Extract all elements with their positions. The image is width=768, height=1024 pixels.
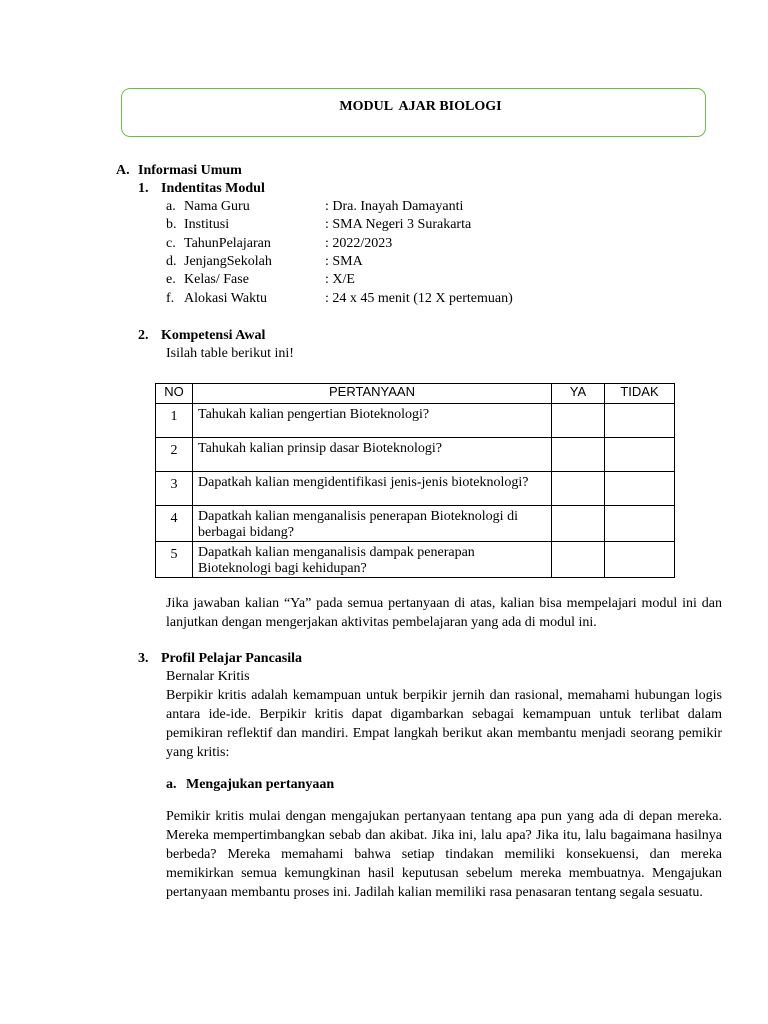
header-ya: YA	[552, 384, 605, 404]
answer-ya-cell[interactable]	[552, 472, 605, 506]
identity-letter: e.	[166, 272, 176, 287]
row-question: Dapatkah kalian menganalisis dampak penerapan Bioteknologi bagi kehidupan?	[193, 542, 552, 578]
table-header-row	[156, 384, 675, 404]
header-tidak: TIDAK	[605, 384, 675, 404]
sub-a-heading: Mengajukan pertanyaan	[186, 777, 335, 792]
table-row	[156, 506, 675, 542]
row-no: 4	[156, 506, 193, 542]
module-title-box	[121, 88, 706, 137]
identity-value: : SMA	[325, 254, 363, 269]
identity-label: JenjangSekolah	[184, 254, 272, 269]
identity-label: Institusi	[184, 217, 230, 232]
identity-letter: d.	[166, 254, 177, 269]
identity-row-alokasi-waktu	[166, 290, 586, 308]
row-no: 3	[156, 472, 193, 506]
identity-letter: a.	[166, 199, 176, 214]
section-a-heading: Informasi Umum	[138, 163, 242, 178]
row-question: Tahukah kalian pengertian Bioteknologi?	[193, 404, 552, 438]
identity-letter: b.	[166, 217, 177, 232]
identity-label: Kelas/ Fase	[184, 272, 249, 287]
identity-value: : 2022/2023	[325, 236, 393, 251]
table-row	[156, 472, 675, 506]
answer-ya-cell[interactable]	[552, 506, 605, 542]
table-row	[156, 404, 675, 438]
answer-ya-cell[interactable]	[552, 404, 605, 438]
item1-marker: 1.	[138, 181, 149, 196]
table-row	[156, 438, 675, 472]
answer-tidak-cell[interactable]	[605, 404, 675, 438]
answer-ya-cell[interactable]	[552, 438, 605, 472]
header-no: NO	[156, 384, 193, 404]
identity-letter: f.	[166, 291, 175, 306]
answer-ya-cell[interactable]	[552, 542, 605, 578]
identity-row-kelas-fase	[166, 271, 586, 289]
identity-row-jenjang-sekolah	[166, 253, 586, 271]
sub-a-marker: a.	[166, 777, 177, 792]
identity-value: : Dra. Inayah Damayanti	[325, 199, 464, 214]
item3-marker: 3.	[138, 651, 149, 666]
row-question: Dapatkah kalian mengidentifikasi jenis-jenis bioteknologi?	[193, 472, 552, 506]
item1-heading: Indentitas Modul	[161, 181, 265, 196]
identity-row-tahun-pelajaran	[166, 235, 586, 253]
identity-row-nama-guru	[166, 198, 586, 216]
sub-a-paragraph: Pemikir kritis mulai dengan mengajukan pertanyaan tentang apa pun yang ada di depan mereka. Mereka mempertimbangkan sebab dan akibat. Jika ini, lalu apa? Jika itu, lalu bagaimana hasilnya berbeda? Mereka memahami bahwa setiap tindakan memiliki konsekuensi, dan mereka memikirkan semua kemungkinan hasil keputusan sebelum mereka membuatnya. Mengajukan pertanyaan membantu proses ini. Jadilah kalian memiliki rasa penasaran tentang segala sesuatu.	[166, 809, 722, 900]
competency-table	[155, 383, 675, 578]
identity-value: : X/E	[325, 272, 355, 287]
identity-value: : 24 x 45 menit (12 X pertemuan)	[325, 291, 513, 306]
identity-label: Alokasi Waktu	[184, 291, 267, 306]
identity-value: : SMA Negeri 3 Surakarta	[325, 217, 472, 232]
table-row	[156, 542, 675, 578]
answer-tidak-cell[interactable]	[605, 472, 675, 506]
item3-subheading: Bernalar Kritis	[166, 669, 250, 684]
item3-heading: Profil Pelajar Pancasila	[161, 651, 303, 666]
row-no: 2	[156, 438, 193, 472]
identity-letter: c.	[166, 236, 176, 251]
item2-marker: 2.	[138, 328, 149, 343]
module-title: MODUL AJAR BIOLOGI	[339, 98, 502, 114]
answer-tidak-cell[interactable]	[605, 542, 675, 578]
answer-tidak-cell[interactable]	[605, 438, 675, 472]
item2-intro: Isilah table berikut ini!	[166, 346, 294, 361]
row-no: 5	[156, 542, 193, 578]
item2-note: Jika jawaban kalian “Ya” pada semua pertanyaan di atas, kalian bisa mempelajari modul ini dan lanjutkan dengan mengerjakan aktivitas pembelajaran yang ada di modul ini.	[166, 596, 722, 630]
identity-label: Nama Guru	[184, 199, 250, 214]
section-a-marker: A.	[116, 163, 130, 178]
row-question: Tahukah kalian prinsip dasar Bioteknologi?	[193, 438, 552, 472]
header-pertanyaan: PERTANYAAN	[193, 384, 552, 404]
row-question: Dapatkah kalian menganalisis penerapan Bioteknologi di berbagai bidang?	[193, 506, 552, 542]
answer-tidak-cell[interactable]	[605, 506, 675, 542]
identity-row-institusi	[166, 216, 586, 234]
identity-label: TahunPelajaran	[184, 236, 271, 251]
item2-heading: Kompetensi Awal	[161, 328, 266, 343]
item3-paragraph: Berpikir kritis adalah kemampuan untuk berpikir jernih dan rasional, memahami hubungan logis antara ide-ide. Berpikir kritis dapat digambarkan sebagai kemampuan untuk terlibat dalam pemikiran reflektif dan mandiri. Empat langkah berikut akan membantu menjadi seorang pemikir yang kritis:	[166, 688, 722, 760]
row-no: 1	[156, 404, 193, 438]
